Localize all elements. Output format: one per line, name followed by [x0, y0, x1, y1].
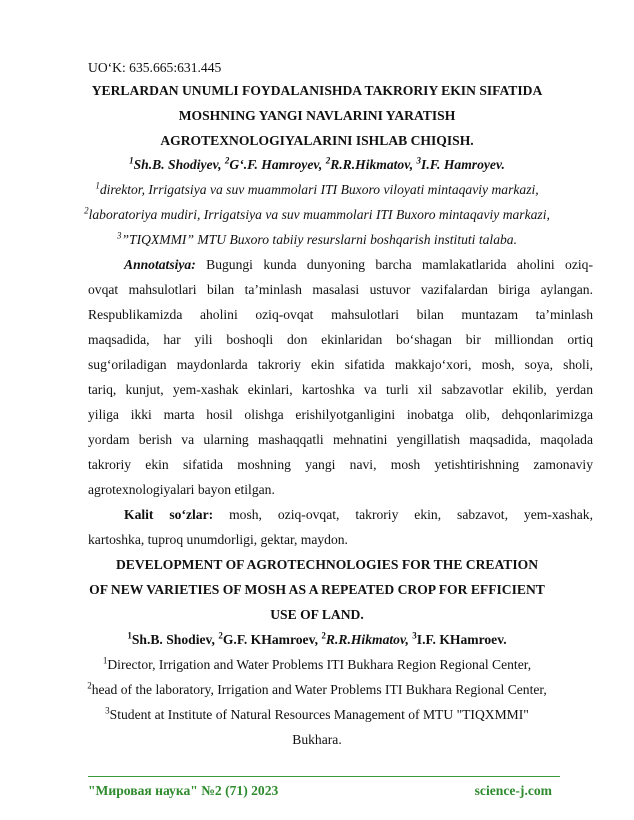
title-uz-line-3: AGROTEXNOLOGIYALARINI ISHLAB CHIQISH. — [160, 133, 474, 148]
abstract-line-7: yiliga ikki marta hosil olishga erishilyotganligini inobatga olib, dehqonlarimizga — [88, 407, 593, 422]
title-en-line-1: DEVELOPMENT OF AGROTECHNOLOGIES FOR THE CREATION — [115, 557, 539, 572]
authors-en: $^1$Sh.B. Shodiev, $^2$G.F. KHamroev, $^2$R.R.Hikmatov, $^3$I.F. KHamroev. — [127, 630, 507, 647]
footer-site: science-j.com — [474, 783, 552, 798]
affiliation-en-3: $^3$Student at Institute of Natural Resources Management of MTU "TIQXMMI" — [105, 705, 529, 722]
abstract-line-6: tariq, kunjut, yem-xashak ekinlari, kartoshka va turli xil sabzavotlar ekilib, yerdan — [88, 382, 593, 397]
abstract-line-8: yordam berish va ularning mashaqqatli mehnatini yengillatish maqsadida, maqolada — [88, 432, 593, 447]
abstract-line-1: Annotatsiya: Bugungi kunda dunyoning barcha mamlakatlarida aholini oziq- — [124, 257, 593, 272]
title-en-line-3: USE OF LAND. — [270, 607, 364, 622]
authors-uz: $^1$Sh.B. Shodiyev, $^2$G‘.F. Hamroyev, $^2$R.R.Hikmatov, $^3$I.F. Hamroyev. — [129, 155, 505, 172]
title-en-line-2: OF NEW VARIETIES OF MOSH AS A REPEATED CROP FOR EFFICIENT — [89, 582, 545, 597]
title-uz-line-1: YERLARDAN UNUMLI FOYDALANISHDA TAKRORIY EKIN SIFATIDA — [91, 83, 543, 98]
abstract-line-10: agrotexnologiyalari bayon etilgan. — [88, 482, 275, 497]
affiliation-uz-2: $^2$laboratoriya mudiri, Irrigatsiya va suv muammolari ITI Buxoro mintaqaviy markazi, — [84, 205, 550, 222]
abstract-line-3: Respublikamizda aholini oziq-ovqat mahsulotlari bilan muntazam ta’minlash — [88, 307, 593, 322]
abstract-label: Annotatsiya: — [124, 257, 196, 272]
title-uz-line-2: MOSHNING YANGI NAVLARINI YARATISH — [178, 108, 456, 123]
abstract-line-5: sug‘oriladigan maydonlarda takroriy ekin sifatida makkajo‘xori, mosh, soya, sholi, — [88, 357, 593, 372]
affiliation-en-2: $^2$head of the laboratory, Irrigation and Water Problems ITI Bukhara Regional Center, — [87, 680, 547, 697]
keywords-label: Kalit so‘zlar: — [124, 507, 214, 522]
affiliation-en-1: $^1$Director, Irrigation and Water Problems ITI Bukhara Region Regional Center, — [102, 655, 532, 672]
affiliation-uz-3: $^3$”TIQXMMI” MTU Buxoro tabiiy resurslarni boshqarish instituti talaba. — [117, 230, 517, 247]
affiliation-uz-1: $^1$direktor, Irrigatsiya va suv muammolari ITI Buxoro viloyati mintaqaviy markazi, — [95, 180, 539, 197]
abstract-line-4: maqsadida, har yili boshoqli don ekinlaridan bo‘shagan bir milliondan ortiq — [88, 332, 593, 347]
abstract-line-9: takroriy ekin sifatida moshning yangi navi, mosh yetishtirishning zamonaviy — [88, 457, 593, 472]
udk-code: UO‘K: 635.665:631.445 — [88, 60, 222, 75]
footer-journal: "Мировая наука" №2 (71) 2023 — [88, 783, 279, 798]
affiliation-en-4: Bukhara. — [292, 732, 342, 747]
keywords-line-1: Kalit so‘zlar: mosh, oziq-ovqat, takroriy ekin, sabzavot, yem-xashak, — [124, 507, 593, 522]
footer-divider — [88, 776, 560, 777]
keywords-line-2: kartoshka, tuproq unumdorligi, gektar, maydon. — [88, 532, 348, 547]
abstract-line-2: ovqat mahsulotlari bilan ta’minlash masalasi ustuvor vazifalardan biriga aylangan. — [88, 282, 593, 297]
